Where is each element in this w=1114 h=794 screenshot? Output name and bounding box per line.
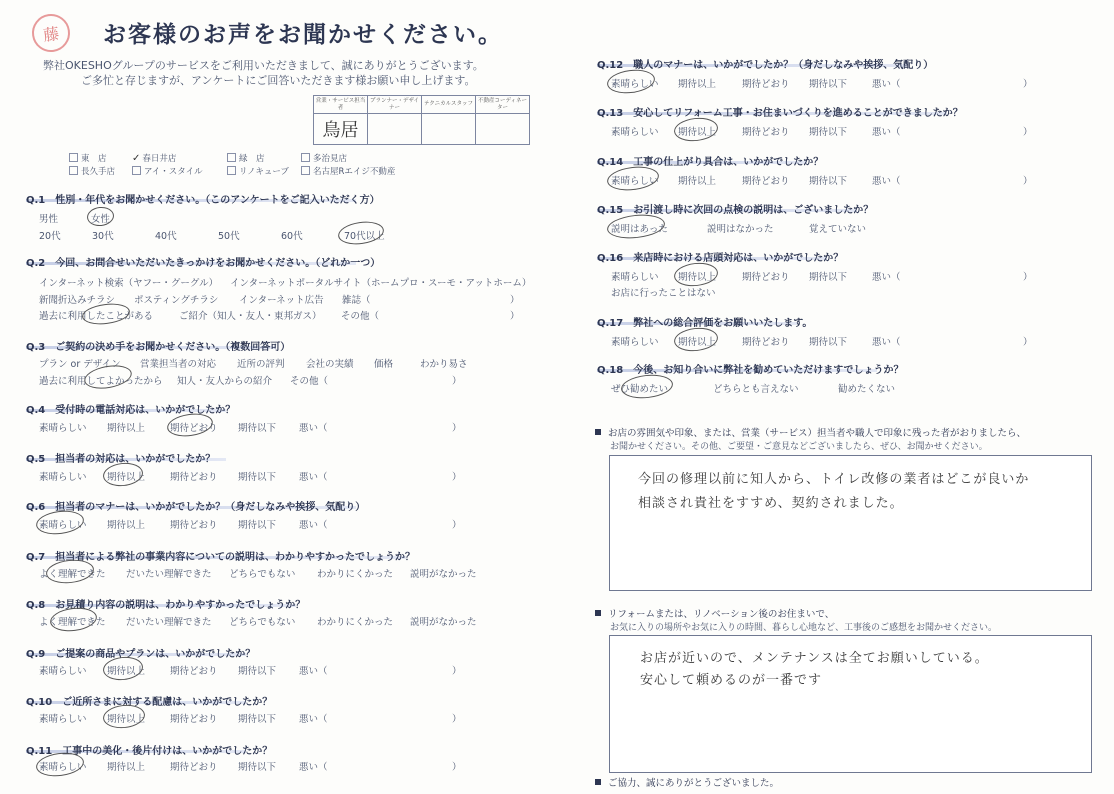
answer-option[interactable]: 期待以下	[809, 127, 848, 138]
answer-option[interactable]: 期待以上	[678, 79, 717, 90]
question-label: Q.14 工事の仕上がり具合は、いかがでしたか？	[597, 157, 824, 168]
answer-option[interactable]: 30代	[92, 231, 114, 242]
store-option[interactable]: 緑 店	[227, 152, 265, 164]
answer-option[interactable]: 悪い（	[299, 762, 328, 773]
comment-section-1-subtitle: お聞かせください。その他、ご要望・ご意見などございましたら、ぜひ、お聞かせください。	[610, 442, 988, 452]
answer-circle	[606, 164, 660, 193]
answer-option[interactable]: 覚えていない	[809, 224, 867, 235]
answer-option[interactable]: 悪い（	[299, 472, 328, 483]
paren-close: ）	[510, 311, 520, 322]
answer-option[interactable]: わかりにくかった	[317, 569, 394, 580]
answer-circle	[673, 116, 719, 143]
question-label: Q.17 弊社への総合評価をお願いいたします。	[597, 318, 813, 329]
answer-option[interactable]: 期待どおり	[742, 79, 790, 90]
answer-option[interactable]: 期待どおり	[742, 337, 790, 348]
staff-planner-cell[interactable]	[368, 114, 422, 145]
comment-section-2-heading: リフォームまたは、リノベーション後のお住まいで、	[595, 606, 834, 620]
store-option[interactable]: 東 店	[69, 152, 107, 164]
comment-1-line-2: 相談され貴社をすすめ、契約されました。	[638, 496, 904, 511]
question-label: Q.13 安心してリフォーム工事・お住まいづくりを進めることができましたか？	[597, 108, 963, 119]
question-label: Q.7 担当者による弊社の事業内容についての説明は、わかりやすかったでしょうか？	[26, 552, 416, 563]
store-option[interactable]: アイ・スタイル	[132, 165, 203, 177]
question-label: Q.18 今後、お知り合いに弊社を勧めていただけますでしょうか？	[597, 365, 904, 376]
answer-option[interactable]: 期待以上	[107, 423, 146, 434]
staff-sales-name[interactable]	[314, 114, 368, 145]
answer-circle	[673, 326, 719, 353]
answer-option[interactable]: 期待以上	[678, 176, 717, 187]
answer-option[interactable]: 悪い（	[872, 127, 901, 138]
answer-circle	[337, 219, 386, 247]
answer-option[interactable]: 期待以下	[809, 79, 848, 90]
comment-box-2[interactable]	[609, 635, 1092, 773]
answer-option[interactable]: わかりにくかった	[317, 617, 394, 628]
square-bullet-icon	[595, 610, 601, 616]
answer-option[interactable]: 悪い（	[299, 714, 328, 725]
answer-option[interactable]: お店に行ったことはない	[611, 288, 716, 299]
comment-section-1-heading: お店の雰囲気や印象、または、営業（サービス）担当者や職人で印象に残った者がおりましたら、	[595, 425, 1026, 439]
answer-option[interactable]: その他（	[341, 311, 380, 322]
answer-option[interactable]: 近所の評判	[237, 359, 285, 370]
answer-option[interactable]: 素晴らしい	[39, 666, 87, 677]
store-option[interactable]: リノキューブ	[227, 165, 289, 177]
answer-option[interactable]: 説明がなかった	[410, 569, 477, 580]
paren-close: ）	[452, 762, 462, 773]
question-label: Q.10 ご近所さまに対する配慮は、いかがでしたか？	[26, 697, 273, 708]
question-label: Q.4 受付時の電話対応は、いかがでしたか？	[26, 405, 236, 416]
answer-option[interactable]: どちらでもない	[229, 569, 296, 580]
paren-close: ）	[452, 376, 462, 387]
paren-close: ）	[452, 520, 462, 531]
answer-option[interactable]: 期待以下	[809, 272, 848, 283]
answer-option[interactable]: 価格	[374, 359, 394, 370]
answer-option[interactable]: よく理解できた	[39, 569, 106, 580]
paren-close: ）	[1023, 176, 1033, 187]
answer-option[interactable]: 期待どおり	[170, 714, 218, 725]
answer-circle	[86, 206, 115, 228]
paren-close: ）	[1023, 127, 1033, 138]
answer-option[interactable]: 素晴らしい	[611, 176, 659, 187]
answer-option[interactable]: インターネット広告	[239, 295, 324, 306]
thank-you-footer: ご協力、誠にありがとうございました。	[595, 775, 779, 789]
answer-option[interactable]: ご紹介（知人・友人・東邦ガス）	[179, 311, 322, 322]
answer-option[interactable]: 期待どおり	[742, 176, 790, 187]
answer-option[interactable]: 期待以上	[107, 762, 146, 773]
paren-close: ）	[452, 472, 462, 483]
form-title: お客様のお声をお聞かせください。	[103, 22, 503, 48]
answer-option[interactable]: 期待以上	[678, 272, 717, 283]
question-label: Q.2 今回、お問合せいただいたきっかけをお聞かせください。（どれか一つ）	[26, 258, 381, 269]
answer-option[interactable]: 期待以上	[107, 714, 146, 725]
comment-box-1[interactable]	[609, 455, 1092, 591]
checkbox[interactable]	[69, 153, 78, 162]
answer-option[interactable]: 女性	[91, 214, 111, 225]
question-label: Q.1 性別・年代をお聞かせください。（このアンケートをご記入いただく方）	[26, 195, 380, 206]
answer-option[interactable]: 素晴らしい	[611, 79, 659, 90]
answer-option[interactable]: 期待以上	[678, 127, 717, 138]
answer-option[interactable]: 悪い（	[872, 176, 901, 187]
paren-close: ）	[1023, 79, 1033, 90]
comment-2-line-2: 安心して頼めるのが一番です	[640, 673, 823, 688]
answer-option[interactable]: 説明はなかった	[707, 224, 774, 235]
answer-option[interactable]: 40代	[155, 231, 177, 242]
store-option[interactable]: 名古屋Rエイジ不動産	[301, 165, 395, 177]
intro-line-2: ご多忙と存じますが、アンケートにご回答いただきます様お願い申し上げます。	[81, 74, 476, 87]
answer-circle	[620, 372, 674, 400]
comment-2-line-1: お店が近いので、メンテナンスは全てお願いしている。	[640, 651, 989, 666]
answer-option[interactable]: 男性	[39, 214, 59, 225]
answer-option[interactable]: 期待以上	[107, 472, 146, 483]
answer-option[interactable]: よく理解できた	[39, 617, 106, 628]
square-bullet-icon	[595, 429, 601, 435]
checkbox[interactable]	[69, 166, 78, 175]
paren-close: ）	[452, 666, 462, 677]
answer-option[interactable]: 素晴らしい	[611, 127, 659, 138]
answer-option[interactable]: 素晴らしい	[39, 714, 87, 725]
answer-option[interactable]: 悪い（	[872, 337, 901, 348]
answer-option[interactable]: 期待以上	[678, 337, 717, 348]
staff-header-technical: テクニカルスタッフ	[422, 96, 476, 114]
answer-option[interactable]: どちらとも言えない	[713, 384, 799, 395]
answer-option[interactable]: 期待どおり	[742, 127, 790, 138]
answer-option[interactable]: 素晴らしい	[39, 520, 87, 531]
answer-option[interactable]: 素晴らしい	[611, 337, 659, 348]
paren-close: ）	[510, 295, 520, 306]
answer-circle	[606, 67, 656, 96]
company-seal: 藤	[30, 12, 73, 55]
answer-option[interactable]: 過去に利用したことがある	[39, 311, 154, 322]
answer-option[interactable]: 期待以下	[238, 423, 277, 434]
answer-option[interactable]: 期待以上	[107, 520, 146, 531]
answer-option[interactable]: 期待どおり	[170, 666, 218, 677]
checkbox[interactable]	[227, 166, 236, 175]
answer-option[interactable]: インターネット検索（ヤフー・グーグル）	[39, 278, 219, 289]
answer-option[interactable]: 期待以下	[238, 666, 277, 677]
answer-option[interactable]: 知人・友人からの紹介	[177, 376, 273, 387]
comment-1-line-1: 今回の修理以前に知人から、トイレ改修の業者はどこが良いか	[638, 472, 1030, 487]
answer-option[interactable]: 50代	[218, 231, 240, 242]
paren-close: ）	[1023, 337, 1033, 348]
answer-option[interactable]: 素晴らしい	[39, 472, 87, 483]
checkbox[interactable]	[301, 153, 310, 162]
paren-close: ）	[1023, 272, 1033, 283]
checkbox[interactable]	[301, 166, 310, 175]
answer-option[interactable]: 素晴らしい	[611, 272, 659, 283]
staff-header-realestate: 不動産コーディネーター	[476, 96, 530, 114]
answer-option[interactable]: わかり易さ	[420, 359, 468, 370]
answer-option[interactable]: プラン or デザイン	[39, 359, 121, 370]
answer-option[interactable]: 悪い（	[872, 79, 901, 90]
answer-option[interactable]: 期待以下	[238, 762, 277, 773]
answer-option[interactable]: 営業担当者の対応	[140, 359, 217, 370]
answer-option[interactable]: 悪い（	[299, 666, 328, 677]
question-label: Q.6 担当者のマナーは、いかがでしたか？（身だしなみや挨拶、気配り）	[26, 502, 366, 513]
question-label: Q.5 担当者の対応は、いかがでしたか？	[26, 454, 216, 465]
answer-option[interactable]: 素晴らしい	[39, 762, 87, 773]
answer-option[interactable]: だいたい理解できた	[126, 569, 212, 580]
paren-close: ）	[452, 714, 462, 725]
staff-name-handwritten: 鳥居	[322, 120, 359, 141]
paren-close: ）	[452, 423, 462, 434]
answer-option[interactable]: 雑誌（	[342, 295, 371, 306]
staff-header-sales: 営業・サービス担当者	[314, 96, 368, 114]
checkbox[interactable]	[132, 166, 141, 175]
staff-realestate-cell[interactable]	[476, 114, 530, 145]
question-label: Q.9 ご提案の商品やプランは、いかがでしたか？	[26, 649, 256, 660]
answer-option[interactable]: 悪い（	[299, 423, 328, 434]
question-label: Q.8 お見積り内容の説明は、わかりやすかったでしょうか？	[26, 600, 306, 611]
answer-option[interactable]: 説明がなかった	[410, 617, 477, 628]
answer-option[interactable]: 説明はあった	[611, 224, 668, 235]
answer-option[interactable]: 悪い（	[299, 520, 328, 531]
answer-option[interactable]: 期待どおり	[742, 272, 790, 283]
answer-option[interactable]: 60代	[281, 231, 303, 242]
answer-option[interactable]: 期待どおり	[170, 472, 218, 483]
answer-option[interactable]: 会社の実績	[306, 359, 354, 370]
answer-option[interactable]: 期待どおり	[170, 520, 218, 531]
question-label: Q.12 職人のマナーは、いかがでしたか？（身だしなみや挨拶、気配り）	[597, 60, 934, 71]
answer-option[interactable]: 悪い（	[872, 272, 901, 283]
answer-option[interactable]: インターネットポータルサイト（ホームプロ・スーモ・アットホーム）	[230, 278, 532, 289]
answer-option[interactable]: 新聞折込みチラシ	[39, 295, 116, 306]
square-bullet-icon	[595, 779, 601, 785]
store-option[interactable]: 多治見店	[301, 152, 347, 164]
answer-option[interactable]: その他（	[290, 376, 329, 387]
answer-option[interactable]: だいたい理解できた	[126, 617, 212, 628]
answer-option[interactable]: 期待以下	[238, 714, 277, 725]
answer-option[interactable]: ぜひ勧めたい	[611, 384, 669, 395]
answer-option[interactable]: 過去に利用してよかったから	[39, 376, 163, 387]
staff-table	[313, 95, 530, 145]
answer-option[interactable]: ポスティングチラシ	[134, 295, 219, 306]
answer-option[interactable]: 勧めたくない	[838, 384, 896, 395]
answer-option[interactable]: 期待以下	[809, 176, 848, 187]
checkbox[interactable]	[227, 153, 236, 162]
store-option[interactable]: ✓ 春日井店	[132, 153, 177, 164]
store-option[interactable]: 長久手店	[69, 165, 115, 177]
question-label: Q.16 来店時における店頭対応は、いかがでしたか？	[597, 253, 844, 264]
answer-option[interactable]: 期待以上	[107, 666, 146, 677]
answer-option[interactable]: 期待どおり	[170, 423, 218, 434]
check-mark-icon: ✓	[132, 153, 141, 164]
staff-technical-cell[interactable]	[422, 114, 476, 145]
question-label: Q.3 ご契約の決め手をお聞かせください。（複数回答可）	[26, 342, 291, 353]
answer-circle	[102, 461, 144, 488]
answer-option[interactable]: 期待以下	[238, 472, 277, 483]
answer-option[interactable]: 素晴らしい	[39, 423, 87, 434]
answer-option[interactable]: 70代以上	[344, 231, 385, 242]
question-label: Q.11 工事中の美化・後片付けは、いかがでしたか？	[26, 746, 273, 757]
staff-header-planner: プランナー・デザイナー	[368, 96, 422, 114]
question-label: Q.15 お引渡し時に次回の点検の説明は、ございましたか？	[597, 205, 874, 216]
answer-option[interactable]: 期待以下	[809, 337, 848, 348]
answer-option[interactable]: どちらでもない	[229, 617, 296, 628]
answer-circle	[606, 212, 666, 241]
answer-option[interactable]: 期待どおり	[170, 762, 218, 773]
answer-option[interactable]: 20代	[39, 231, 61, 242]
intro-line-1: 弊社OKESHOグループのサービスをご利用いただきまして、誠にありがとうございます。	[43, 59, 484, 72]
answer-option[interactable]: 期待以下	[238, 520, 277, 531]
comment-section-2-subtitle: お気に入りの場所やお気に入りの時間、暮らし心地など、工事後のご感想をお聞かせください。	[610, 623, 998, 633]
